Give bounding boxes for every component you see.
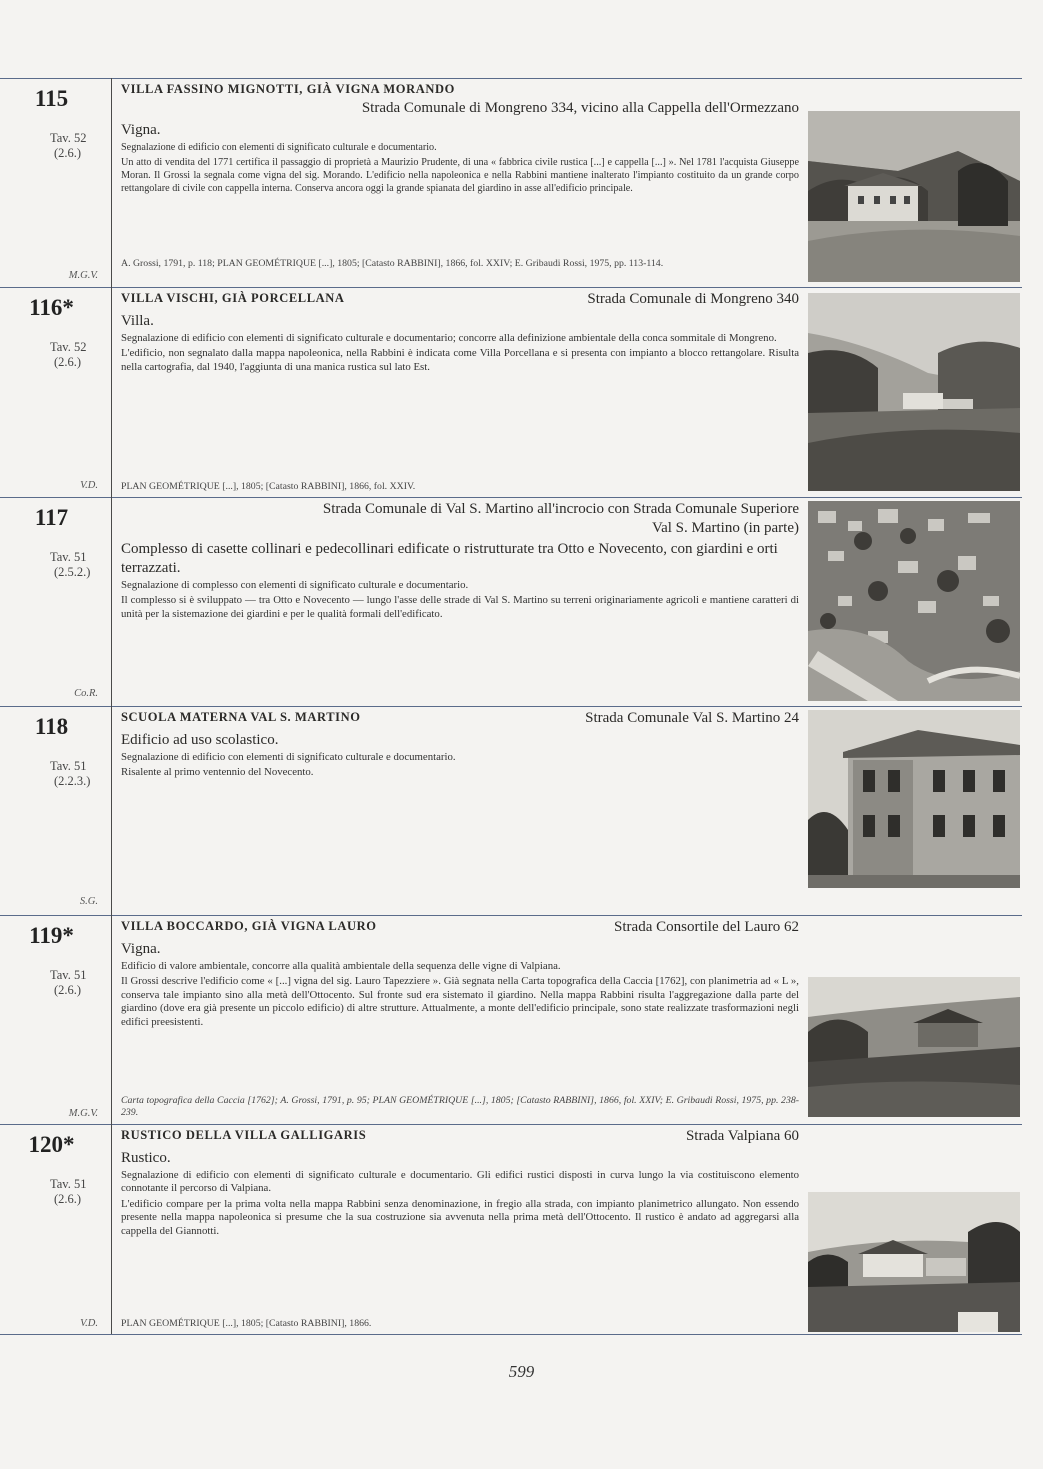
entry-title: VILLA BOCCARDO, GIÀ VIGNA LAURO <box>121 919 377 933</box>
tav-code: (2.6.) <box>54 146 82 160</box>
entry-paragraph: Edificio di valore ambientale, concorre alla qualità ambientale della sequenza delle vigne di Valpiana. <box>121 960 561 972</box>
tav-label: Tav. 51 <box>50 759 87 773</box>
entry-references: PLAN GEOMÉTRIQUE [...], 1805; [Catasto RABBINI], 1866. <box>121 1318 372 1329</box>
tav-reference <box>50 131 108 161</box>
entry-category: Edificio ad uso scolastico. <box>121 732 279 748</box>
author-initials: S.G. <box>79 896 98 907</box>
tav-reference <box>50 759 108 789</box>
author-initials: V.D. <box>80 480 98 491</box>
entry-address: Strada Comunale di Mongreno 334, vicino alla Cappella dell'Ormezzano <box>361 100 799 116</box>
tav-code: (2.5.2.) <box>54 565 91 579</box>
author-initials: M.G.V. <box>68 270 98 281</box>
entry-paragraph: Segnalazione di complesso con elementi di significato culturale e documentario. <box>121 579 469 591</box>
entry-category: Complesso di casette collinari e pedecollinari edificate o ristrutturate tra Otto e Novecento, con giardini e orti terrazzati. <box>121 541 778 576</box>
entry-category: Vigna. <box>121 941 161 957</box>
tav-code: (2.6.) <box>54 355 82 369</box>
vineyard-house-photo <box>808 977 1020 1117</box>
entry-references: Carta topografica della Caccia [1762]; A. Grossi, 1791, p. 95; PLAN GEOMÉTRIQUE [...], 1805; [Catasto RABBINI], 1866, fol. XXIV; E. Gribaudi Rossi, 1975, pp. 238-239. <box>121 1095 799 1118</box>
entry-number: 120* <box>28 1132 75 1157</box>
entry-116 <box>0 287 1022 497</box>
entry-title: VILLA FASSINO MIGNOTTI, GIÀ VIGNA MORANDO <box>121 82 455 96</box>
entry-paragraph: Segnalazione di edificio con elementi di significato culturale e documentario. Gli edifici rustici disposti in curva lungo la via costituiscono elemento connotante il percorso di Valpiana. <box>121 1169 799 1195</box>
author-initials: V.D. <box>80 1318 98 1329</box>
tav-code: (2.2.3.) <box>54 774 91 788</box>
entry-115 <box>0 78 1022 287</box>
entry-address: Strada Consortile del Lauro 62 <box>614 919 799 935</box>
address-line: Strada Comunale di Val S. Martino all'incrocio con Strada Comunale Superiore <box>322 501 799 517</box>
entry-118 <box>0 706 1022 915</box>
tav-code: (2.6.) <box>54 983 82 997</box>
entry-number: 117 <box>34 505 69 530</box>
entry-paragraph: Segnalazione di edificio con elementi di significato culturale e documentario; concorre alla definizione ambientale della conca sommitale di Mongreno. <box>121 332 777 344</box>
entry-paragraph: Segnalazione di edificio con elementi di significato culturale e documentario. <box>121 751 456 763</box>
villa-among-trees-photo <box>808 293 1020 491</box>
entry-120 <box>0 1124 1022 1334</box>
entry-title: RUSTICO DELLA VILLA GALLIGARIS <box>121 1128 367 1142</box>
entry-category: Rustico. <box>121 1150 171 1166</box>
tav-label: Tav. 51 <box>50 1177 87 1191</box>
tav-reference <box>50 1177 108 1207</box>
entry-references: A. Grossi, 1791, p. 118; PLAN GEOMÉTRIQUE [...], 1805; [Catasto RABBINI], 1866, fol. XXIV; E. Gribaudi Rossi, 1975, pp. 113-114. <box>121 258 664 269</box>
entry-number: 116* <box>29 295 74 320</box>
entry-paragraph: Segnalazione di edificio con elementi di significato culturale e documentario. <box>121 142 437 153</box>
entry-address: Strada Comunale Val S. Martino 24 <box>585 710 799 726</box>
page-number: 599 <box>508 1362 535 1381</box>
entry-title: SCUOLA MATERNA VAL S. MARTINO <box>121 710 361 724</box>
school-building-photo <box>808 710 1020 888</box>
tav-reference <box>50 550 108 580</box>
entry-address <box>121 500 799 538</box>
entry-paragraph: Il complesso si è sviluppato — tra Otto e Novecento — lungo l'asse delle strade di Val S. Martino su terreni originariamente agricoli e mantiene caratteri di unità per la sistemazione dei giardini e per le qualità formali dell'edificato. <box>121 594 799 620</box>
entry-number: 118 <box>34 714 69 739</box>
entry-117 <box>0 497 1022 706</box>
entry-category: Villa. <box>121 313 154 329</box>
rustic-buildings-photo <box>808 1192 1020 1332</box>
entry-119 <box>0 915 1022 1124</box>
entry-address: Strada Comunale di Mongreno 340 <box>587 291 799 307</box>
entry-paragraph: L'edificio compare per la prima volta nella mappa Rabbini senza denominazione, in fregio alla strada, con impianto planimetrico allungato. Non essendo presente nella mappa napoleonica si presume che la sua costruzione sia avvenuta nella prima metà dell'Ottocento. Il rustico è andato ad aggregarsi alla cappella del Giannotti. <box>121 1197 799 1237</box>
entry-paragraph: Il Grossi descrive l'edificio come « [...] vigna del sig. Lauro Tapezziere ». Già segnata nella Carta topografica della Caccia [1762], con planimetria ad « L », conserva tale impianto sino alla metà dell'Ottocento. Sul fronte sud era sistemato il giardino. Nella mappa Rabbini risulta l'aggregazione dalla parte del giardino (dove era già presente un piccolo edificio) di altre strutture. Attualmente, a monte dell'edificio principale, sono state realizzate trasformazioni negli edifici preesistenti. <box>121 975 799 1028</box>
entry-address: Strada Valpiana 60 <box>685 1128 799 1144</box>
author-initials: Co.R. <box>74 688 98 699</box>
entry-number: 119* <box>29 923 74 948</box>
author-initials: M.G.V. <box>68 1108 98 1119</box>
entry-paragraph: L'edificio, non segnalato dalla mappa napoleonica, nella Rabbini è indicata come Villa Porcellana e si presenta con impianto a blocco rettangolare. Risulta nella cartografia, dal 1940, l'aggiunta di una manica rustica sul lato Est. <box>121 347 799 373</box>
tav-reference <box>50 968 108 998</box>
entry-category: Vigna. <box>121 122 161 138</box>
aerial-view-photo <box>808 501 1020 701</box>
entry-title: VILLA VISCHI, GIÀ PORCELLANA <box>121 291 345 305</box>
tav-label: Tav. 51 <box>50 550 87 564</box>
tav-reference <box>50 340 108 370</box>
tav-code: (2.6.) <box>54 1192 82 1206</box>
entry-paragraph: Risalente al primo ventennio del Novecento. <box>121 766 314 779</box>
address-line: Val S. Martino (in parte) <box>651 520 799 536</box>
tav-label: Tav. 51 <box>50 968 87 982</box>
entry-number: 115 <box>34 86 69 111</box>
hillside-villa-photo <box>808 111 1020 282</box>
tav-label: Tav. 52 <box>50 340 87 354</box>
tav-label: Tav. 52 <box>50 131 87 145</box>
entry-references: PLAN GEOMÉTRIQUE [...], 1805; [Catasto RABBINI], 1866, fol. XXIV. <box>121 481 416 492</box>
entry-paragraph: Un atto di vendita del 1771 certifica il passaggio di proprietà a Maurizio Prudente, di una « fabbrica civile rustica [...] e cappella [...] ». Nel 1781 l'acquista Giuseppe Moran. Il Grossi la segnala come vigna del sig. Morando. L'edificio nella napoleonica e nella Rabbini mantiene inalterato l'impianto costituito da un grande corpo rettangolare di civile con cappella interna. Conserva ancora oggi la grande spianata del giardino in asse all'edificio principale. <box>121 157 799 195</box>
